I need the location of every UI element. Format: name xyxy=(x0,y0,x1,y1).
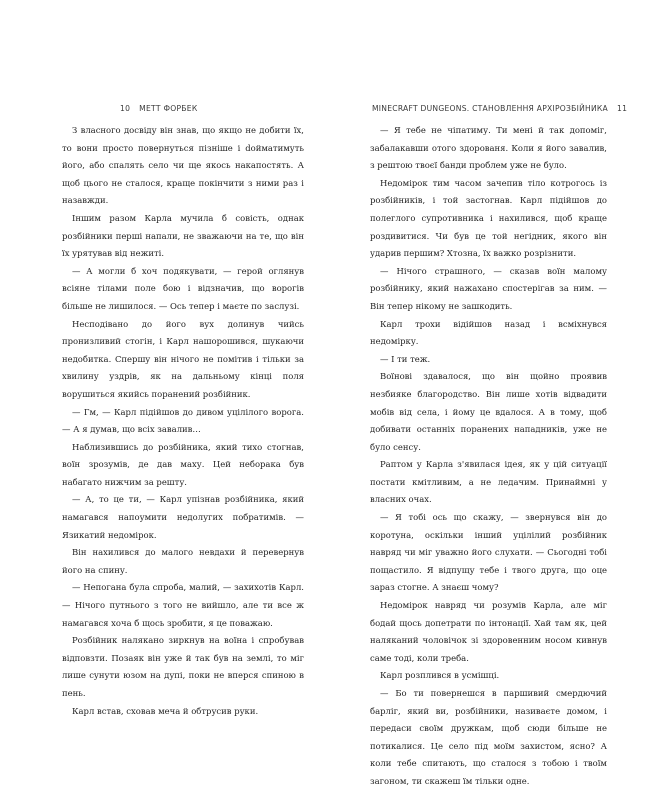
paragraph: Карл розплився в усмішці. xyxy=(380,670,500,681)
paragraph: Наблизившись до розбійника, який тихо стогнав, воїн зрозумів, де дав маху. Цей неборака був набагато нижчим за решту. xyxy=(62,441,304,487)
left-page-number: 10 xyxy=(120,104,131,113)
right-running-head xyxy=(370,104,628,113)
paragraph: З власного досвіду він знав, що якщо не добити їх, то вони просто повернуться пізніше і doйматимуть його, або спалять село чи ще якось накапостять. А щоб цього не сталося, краще покінчити з ними раз і назавжди. xyxy=(62,125,304,206)
right-page-number: 11 xyxy=(617,104,628,113)
paragraph: — Непогана була спроба, малий, — захихотів Карл. — Нічого путнього з того не вийшло, але ти все ж намагався хоча б щось зробити, я це поважаю. xyxy=(62,582,304,628)
paragraph: — А могли б хоч подякувати, — герой оглянув всіяне тілами поле бою і відзначив, що ворогів більше не лишилося. — Ось тепер і маєте по заслузі. xyxy=(62,265,304,311)
paragraph: Воїнові здавалося, що він щойно проявив незбияке благородство. Він лише хотів відвадити мобів від села, і йому це вдалося. А в тому, щоб добивати останніх поранених нападників, уже не було сенсу. xyxy=(370,371,607,452)
paragraph: Карл трохи відійшов назад і всміхнувся недомірку. xyxy=(370,318,607,347)
paragraph: — Я тобі ось що скажу, — звернувся він до коротуна, оскільки інший уцілілий розбійник навряд чи міг уважно його слухати. — Сьогодні тобі пощастило. Я відпущу тебе і твого друга, що оце зараз стогне. А знаєш чому? xyxy=(370,512,607,593)
paragraph: — Гм, — Карл підійшов до дивом уцілілого ворога. — А я думав, що всіх завалив… xyxy=(62,406,304,435)
left-running-head-title: МЕТТ ФОРБЕК xyxy=(139,104,198,113)
paragraph: — А, то це ти, — Карл упізнав розбійника, який намагався напоумити недолугих побратимів. — Язикатий недомірок. xyxy=(62,494,304,540)
paragraph: Несподівано до його вух долинув чийсь пронизливий стогін, і Карл нашорошився, шукаючи недобитка. Спершу він нічого не помітив і тільки за хвилину уздрів, як на дальньому кінці поля ворушиться якийсь поранений розбійник. xyxy=(62,318,304,399)
left-body-text xyxy=(62,122,304,720)
left-running-head xyxy=(62,104,304,113)
paragraph: Карл встав, сховав меча й обтрусив руки. xyxy=(72,705,259,716)
paragraph: — Бо ти повернешся в паршивий смердючий барліг, який ви, розбійники, називаєте домом, і передаси своїм дружкам, щоб сюди більше не потикалися. Це село під моїм захистом, ясно? А коли тебе спитають, що сталося з тобою і твоїм загоном, ти скажеш їм тільки одне. xyxy=(370,688,607,786)
paragraph: Він нахилився до малого невдахи й перевернув його на спину. xyxy=(62,547,304,575)
paragraph: — Нічого страшного, — сказав воїн малому розбійнику, який нажахано спостерігав за ним. — Він тепер нікому не зашкодить. xyxy=(370,265,607,311)
paragraph: Недомірок тим часом зачепив тіло котрогось із розбійників, і той застогнав. Карл підійшов до полеглого супротивника і нахилився, щоб краще роздивитися. Чи був це той негідник, якого він ударив першим? Хтозна, їх важко розрізнити. xyxy=(370,177,607,259)
paragraph: Недомірок навряд чи розумів Карла, але міг бодай щось допетрати по інтонації. Хай там як, цей наляканий чоловічок зі здоровенним носом кивнув саме тоді, коли треба. xyxy=(370,600,607,663)
right-body-text xyxy=(370,122,607,791)
paragraph: — І ти теж. xyxy=(380,353,431,364)
paragraph: Раптом у Карла з'явилася ідея, як у цій ситуації постати кмітливим, а не ледачим. Принаймні у власних очах. xyxy=(370,459,607,505)
paragraph: — Я тебе не чіпатиму. Ти мені й так допоміг, забалакавши отого здорованя. Коли я його завалив, з рештою твоєї банди проблем уже не було. xyxy=(370,125,607,171)
paragraph: Розбійник налякано зиркнув на воїна і спробував відповзти. Позаяк він уже й так був на землі, то міг лише сунути юзом на дупі, поки не вперся спиною в пень. xyxy=(62,635,304,698)
paragraph: Іншим разом Карла мучила б совість, однак розбійники перші напали, не зважаючи на те, що він їх урятував від нежиті. xyxy=(62,212,304,259)
right-running-head-title: MINECRAFT DUNGEONS. СТАНОВЛЕННЯ АРХІРОЗБІЙНИКА xyxy=(372,104,608,113)
